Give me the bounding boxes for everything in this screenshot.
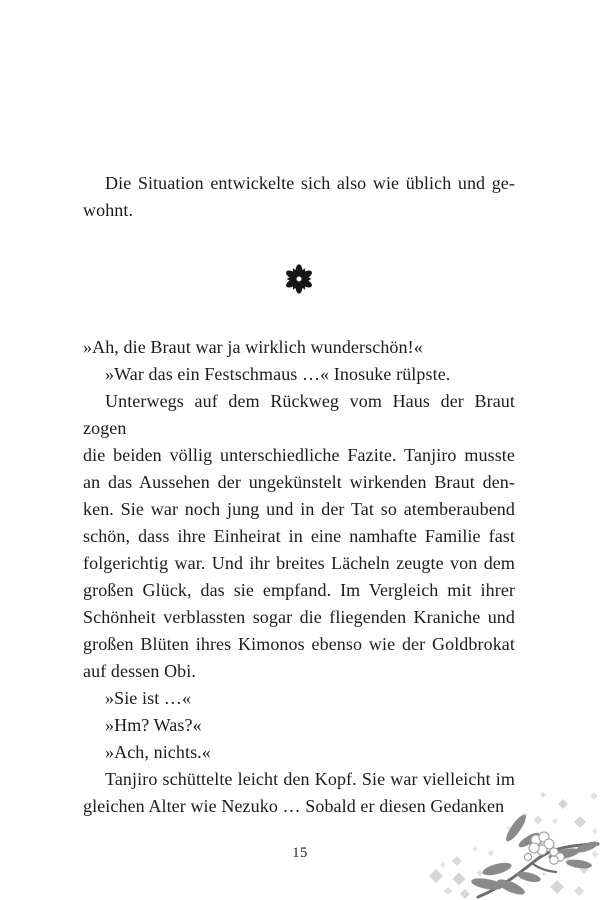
text-line: »Hm? Was?« [105,715,202,735]
text-block [83,170,515,820]
paragraph [83,361,515,388]
text-line: gleichen Alter wie Nezuko … Sobald er diesen Gedanken [83,796,505,816]
text-line: die beiden völlig unterschiedliche Fazite. Tanjiro musste [83,445,515,465]
text-line: schön, dass ihre Einheirat in eine namhafte Familie fast [83,526,515,546]
text-line: wohnt. [83,200,134,220]
text-line: großen Blüten ihres Kimonos ebenso wie der Goldbrokat [83,634,515,654]
ornament-center [297,277,302,282]
paragraph [83,712,515,739]
flower-branch-decoration [428,768,600,900]
text-line: an das Aussehen der ungekünstelt wirkenden Braut den- [83,472,515,492]
text-line: »War das ein Festschmaus …« Inosuke rülpste. [105,364,451,384]
paragraph [83,685,515,712]
paragraph [83,388,515,685]
text-line: folgerichtig war. Und ihr breites Lächeln zeugte von dem [83,553,515,573]
text-line: ken. Sie war noch jung und in der Tat so atemberaubend [83,499,515,519]
text-line: »Ach, nichts.« [105,742,211,762]
paragraph [83,334,515,361]
text-line: Schönheit verblassten sogar die fliegenden Kraniche und [83,607,515,627]
text-line: »Ah, die Braut war ja wirklich wunderschön!« [83,337,423,357]
text-line: Die Situation entwickelte sich also wie üblich und ge- [105,173,515,193]
paragraph [83,739,515,766]
text-line: Tanjiro schüttelte leicht den Kopf. Sie war vielleicht im [105,769,515,789]
text-line: »Sie ist …« [105,688,192,708]
scene-break-row [83,224,515,334]
page-number: 15 [292,845,308,861]
text-line: auf dessen Obi. [83,661,196,681]
text-line: Unterwegs auf dem Rückweg vom Haus der Braut zogen [83,391,515,438]
paragraph [83,170,515,224]
flower-ornament-icon [284,264,314,294]
text-line: großen Glück, das sie empfand. Im Vergleich mit ihrer [83,580,515,600]
